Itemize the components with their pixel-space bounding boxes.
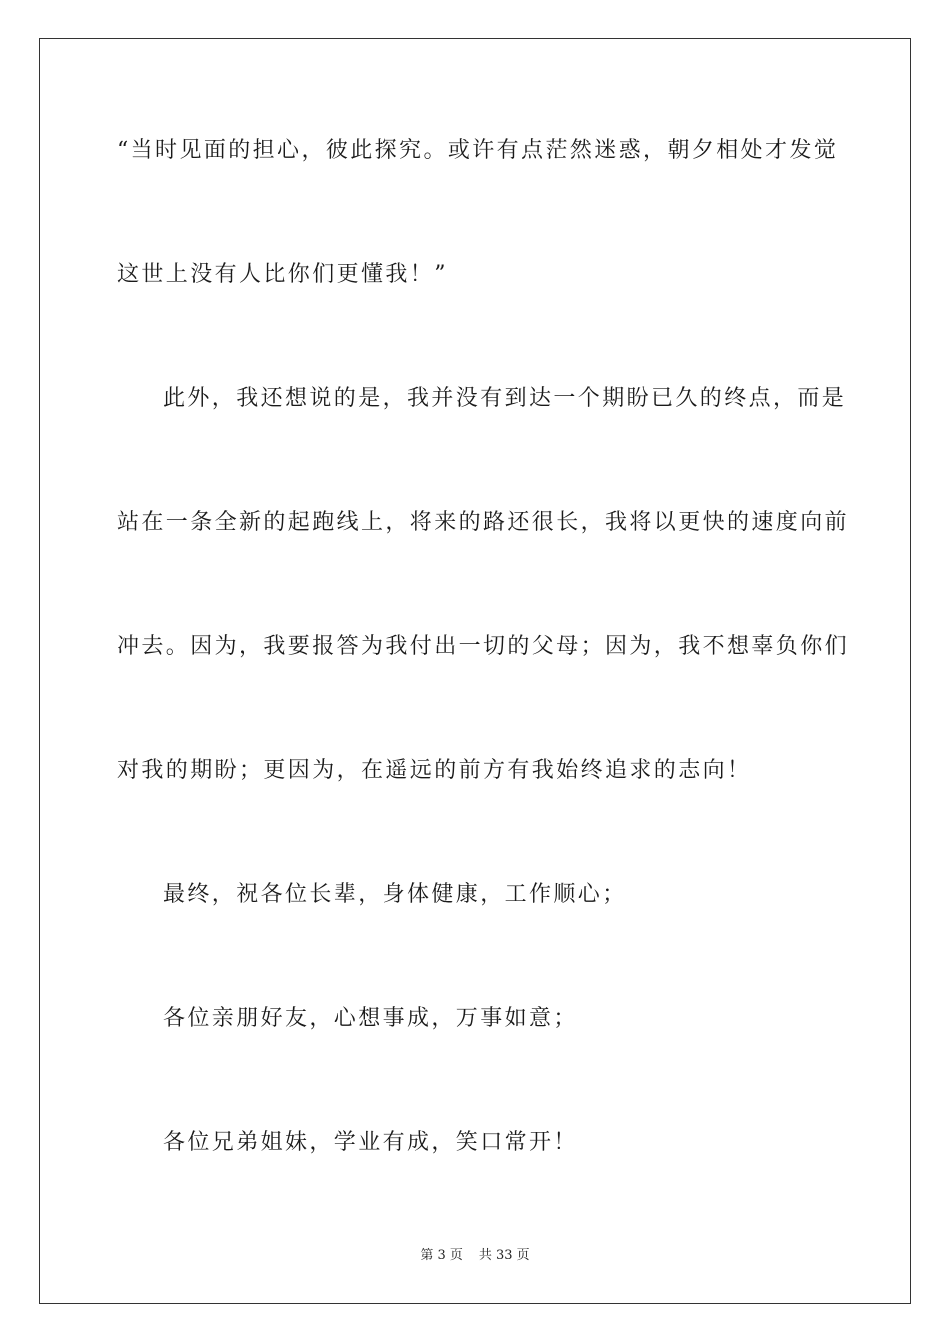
paragraph-line: 此外，我还想说的是，我并没有到达一个期盼已久的终点，而是: [163, 386, 847, 411]
paragraph-line: 各位兄弟姐妹，学业有成，笑口常开！: [163, 1130, 578, 1155]
paragraph-line: 这世上没有人比你们更懂我！”: [117, 262, 448, 287]
page-border: [39, 38, 911, 1304]
page-footer: [0, 1247, 950, 1265]
page-total: 共 33 页: [478, 1248, 530, 1263]
paragraph-line: “当时见面的担心，彼此探究。或许有点茫然迷惑，朝夕相处才发觉: [117, 138, 839, 163]
paragraph-line: 最终，祝各位长辈，身体健康，工作顺心；: [163, 882, 627, 907]
page-number: 第 3 页: [420, 1248, 463, 1263]
paragraph-line: 站在一条全新的起跑线上，将来的路还很长，我将以更快的速度向前: [117, 510, 850, 535]
paragraph-line: 冲去。因为，我要报答为我付出一切的父母；因为，我不想辜负你们: [117, 634, 850, 659]
paragraph-line: 对我的期盼；更因为，在遥远的前方有我始终追求的志向！: [117, 758, 752, 783]
paragraph-line: 各位亲朋好友，心想事成，万事如意；: [163, 1006, 578, 1031]
